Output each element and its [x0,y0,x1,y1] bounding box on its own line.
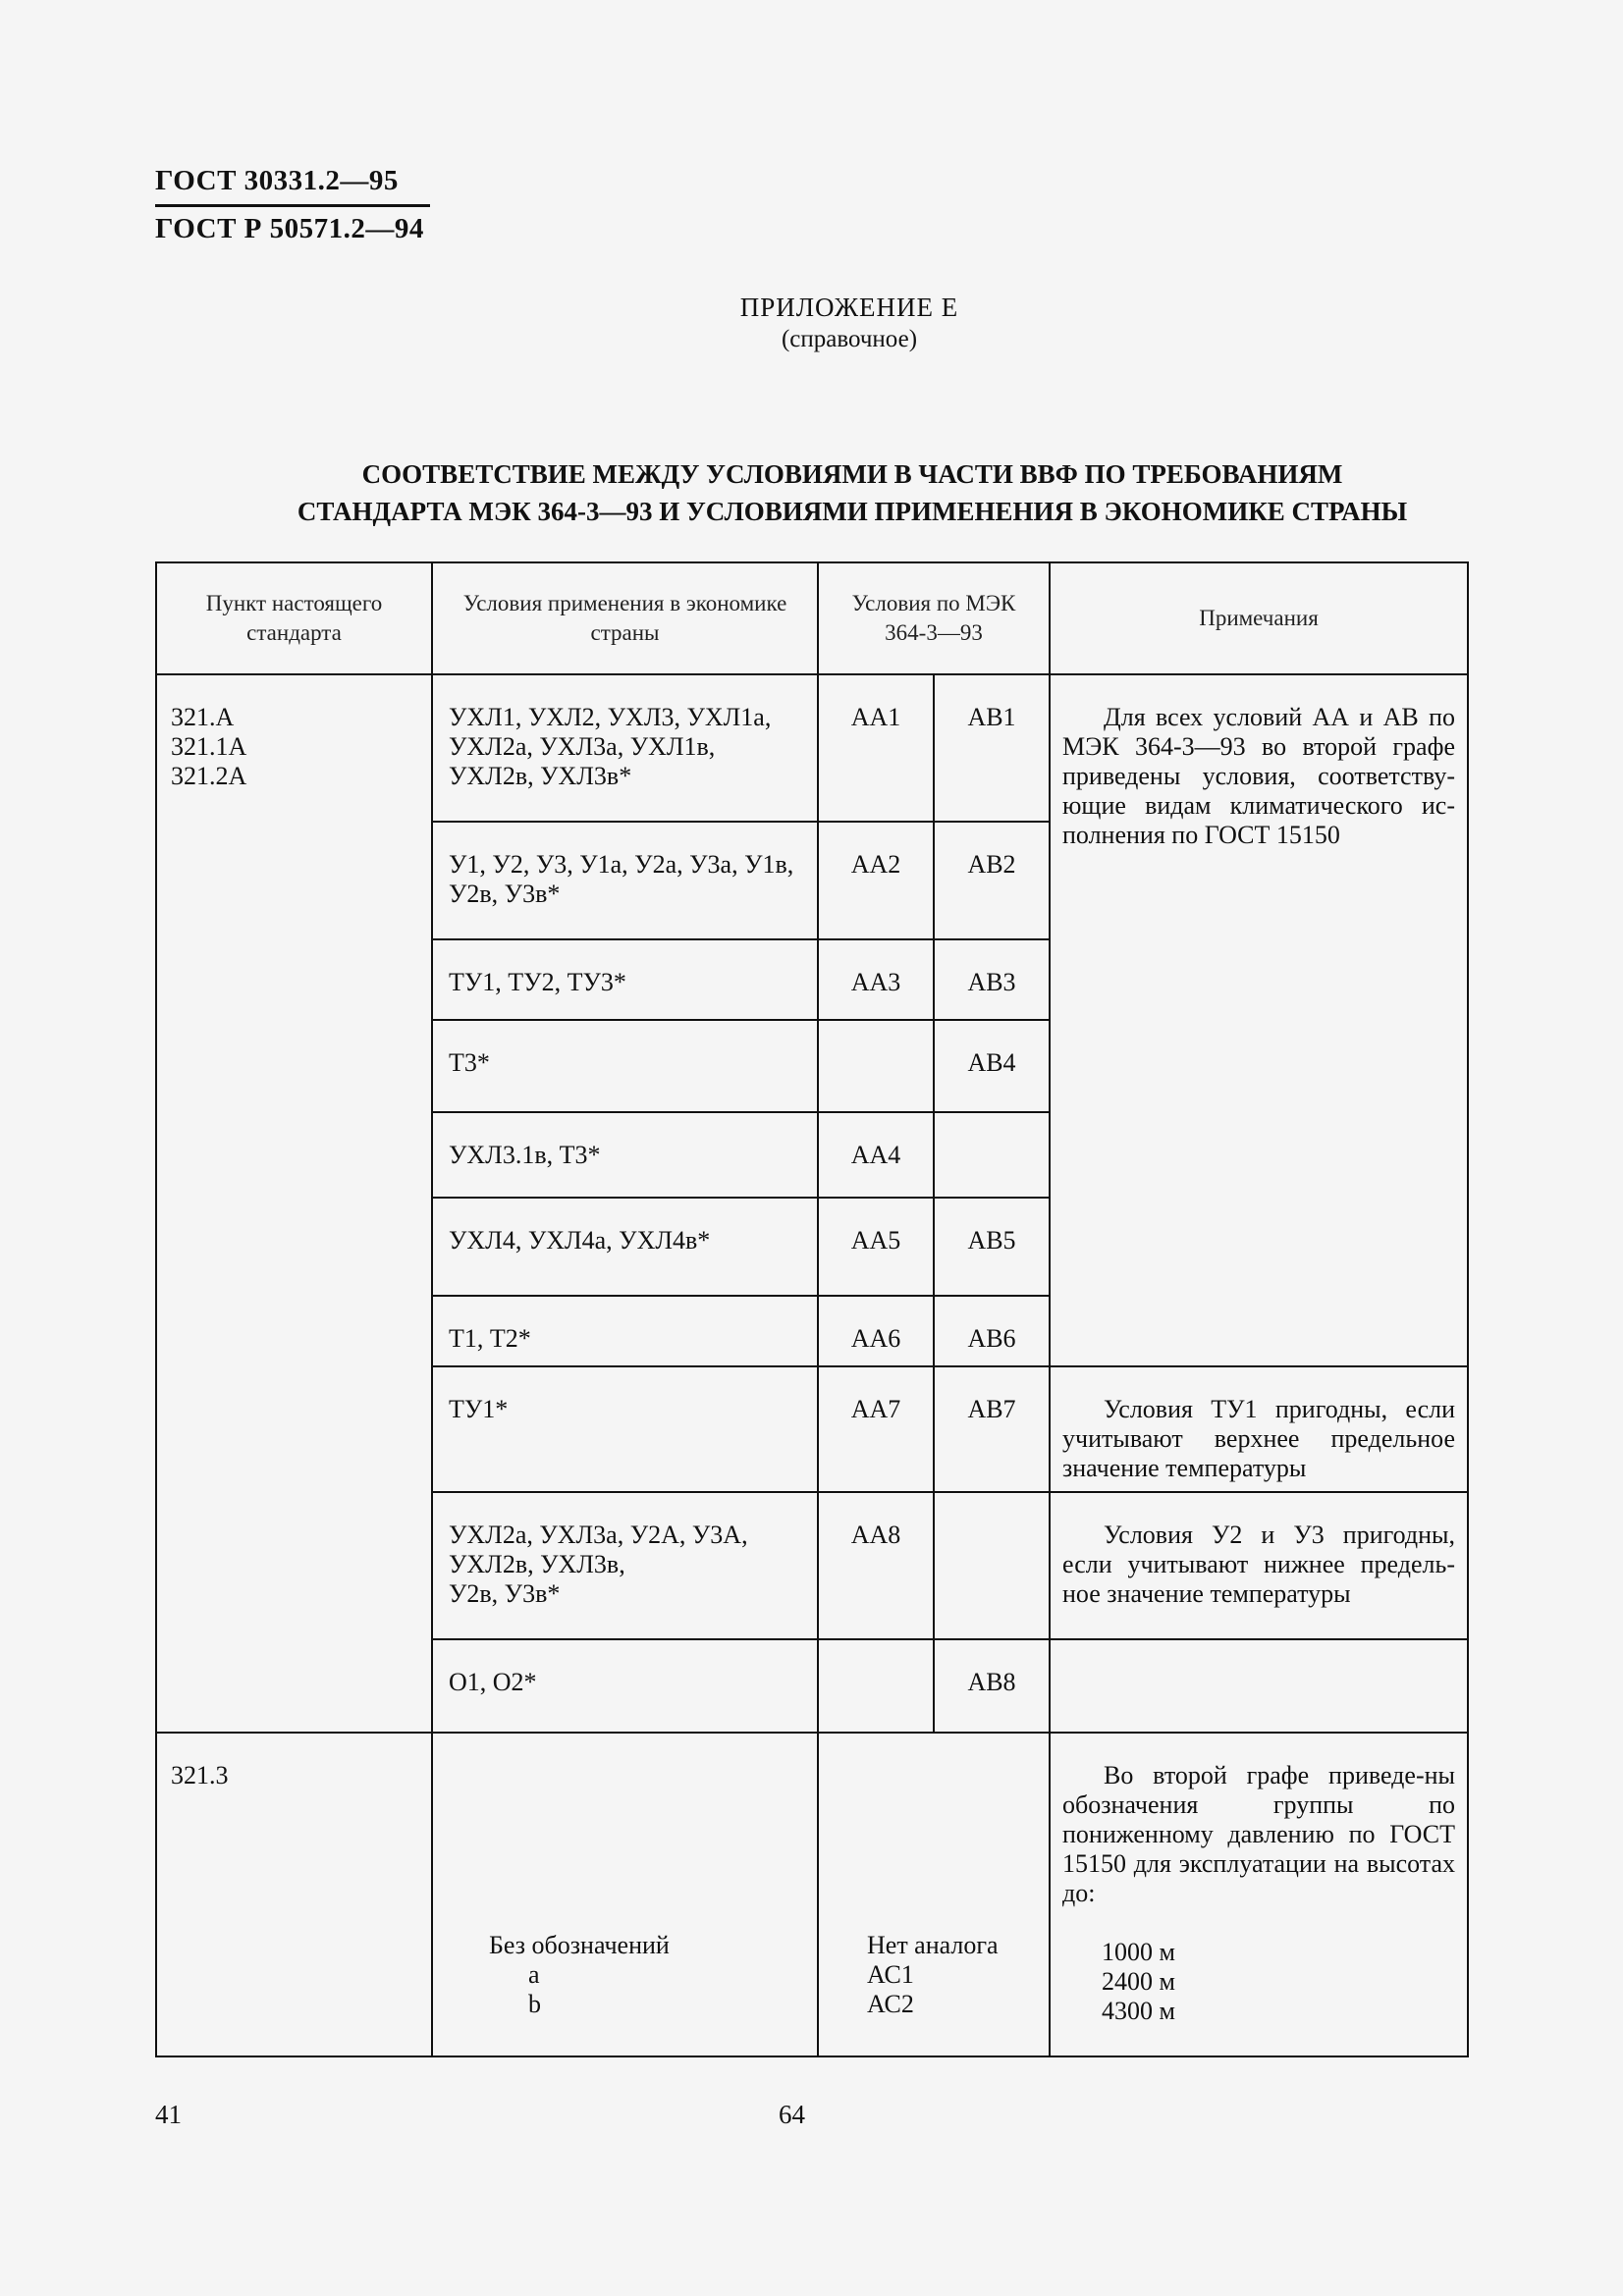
standard-number-2: ГОСТ Р 50571.2—94 [155,213,424,244]
note-cell: Условия У2 и У3 пригодны, если учитывают нижнее предель-ное значение температуры [1050,1492,1468,1639]
note-cell-empty [1050,1639,1468,1733]
header-notes: Примечания [1050,562,1468,674]
height-value: 2400 м [1102,1967,1175,1996]
iec-line: АС2 [867,1990,914,2018]
ab-cell: АВ2 [934,822,1050,939]
title-line-2: СТАНДАРТА МЭК 364-3—93 И УСЛОВИЯМИ ПРИМЕНЕНИЯ В ЭКОНОМИКЕ СТРАНЫ [297,497,1408,526]
title-line-1: СООТВЕТСТВИЕ МЕЖДУ УСЛОВИЯМИ В ЧАСТИ ВВФ ПО ТРЕБОВАНИЯМ [361,459,1343,489]
table-row [156,1733,1468,2056]
ab-cell: АВ3 [934,939,1050,1020]
aa-cell: АА3 [818,939,934,1020]
iec-cell [818,1733,1050,2056]
condition-cell: УХЛ4, УХЛ4а, УХЛ4в* [432,1198,818,1296]
ab-cell: АВ5 [934,1198,1050,1296]
clause-line: 321.2А [171,762,247,790]
note-cell [1050,1733,1468,2056]
aa-cell [818,1639,934,1733]
note-cell: Для всех условий АА и АВ по МЭК 364-3—93 во второй графе приведены условия, соответству-ющие видам климатического ис-полнения по ГОСТ 15150 [1050,674,1468,1366]
aa-cell [818,1020,934,1112]
note-text: Во второй графе приведе-ны обозначения группы по пониженному давлению по ГОСТ 15150 для эксплуатации на высотах до: [1062,1761,1455,1907]
note-cell: Условия ТУ1 пригодны, если учитывают верхнее предельное значение температуры [1050,1366,1468,1492]
page-title [155,455,1549,530]
aa-cell: АА6 [818,1296,934,1366]
height-value: 4300 м [1102,1997,1175,2025]
ab-cell: АВ1 [934,674,1050,822]
header-conditions: Условия применения в экономике страны [432,562,818,674]
header-clause: Пункт настоящего стандарта [156,562,432,674]
condition-cell: ТУ1, ТУ2, ТУ3* [432,939,818,1020]
clause-cell: 321.3 [156,1733,432,2056]
condition-cell: УХЛ3.1в, Т3* [432,1112,818,1198]
aa-cell: АА7 [818,1366,934,1492]
ab-cell [934,1112,1050,1198]
table-header-row [156,562,1468,674]
ab-cell: АВ6 [934,1296,1050,1366]
appendix-subtitle: (справочное) [781,326,918,352]
condition-cell: О1, О2* [432,1639,818,1733]
clause-line: 321.1А [171,732,247,761]
aa-cell: АА5 [818,1198,934,1296]
condition-line: b [528,1990,541,2018]
header-iec: Условия по МЭК 364-3—93 [818,562,1050,674]
iec-line: АС1 [867,1960,914,1989]
page-number-center: 64 [779,2100,805,2129]
condition-line: У2в, У3в* [449,1579,561,1608]
condition-cell: Т1, Т2* [432,1296,818,1366]
condition-line: Без обозначений [489,1931,670,1959]
standard-number-1: ГОСТ 30331.2—95 [155,165,399,196]
aa-cell: АА2 [818,822,934,939]
ab-cell: АВ7 [934,1366,1050,1492]
condition-line: а [528,1960,540,1989]
clause-cell [156,674,432,1733]
aa-cell: АА4 [818,1112,934,1198]
condition-line: УХЛ2в, УХЛ3в, [449,1550,625,1578]
condition-cell [432,1733,818,2056]
height-value: 1000 м [1102,1938,1175,1966]
condition-cell: Т3* [432,1020,818,1112]
table-row [156,674,1468,822]
ab-cell: АВ8 [934,1639,1050,1733]
page-number-left: 41 [155,2100,182,2129]
clause-line: 321.А [171,703,235,731]
header-divider [155,204,430,207]
ab-cell: АВ4 [934,1020,1050,1112]
condition-cell: У1, У2, У3, У1а, У2а, У3а, У1в, У2в, У3в* [432,822,818,939]
condition-cell: ТУ1* [432,1366,818,1492]
condition-line: УХЛ2а, УХЛ3а, У2А, У3А, [449,1521,748,1549]
condition-cell: УХЛ1, УХЛ2, УХЛ3, УХЛ1а, УХЛ2а, УХЛ3а, УХЛ1в, УХЛ2в, УХЛ3в* [432,674,818,822]
condition-cell [432,1492,818,1639]
ab-cell [934,1492,1050,1639]
aa-cell: АА8 [818,1492,934,1639]
appendix-title: ПРИЛОЖЕНИЕ Е [739,293,959,322]
iec-line: Нет аналога [867,1931,999,1959]
correspondence-table [155,561,1469,2057]
aa-cell: АА1 [818,674,934,822]
